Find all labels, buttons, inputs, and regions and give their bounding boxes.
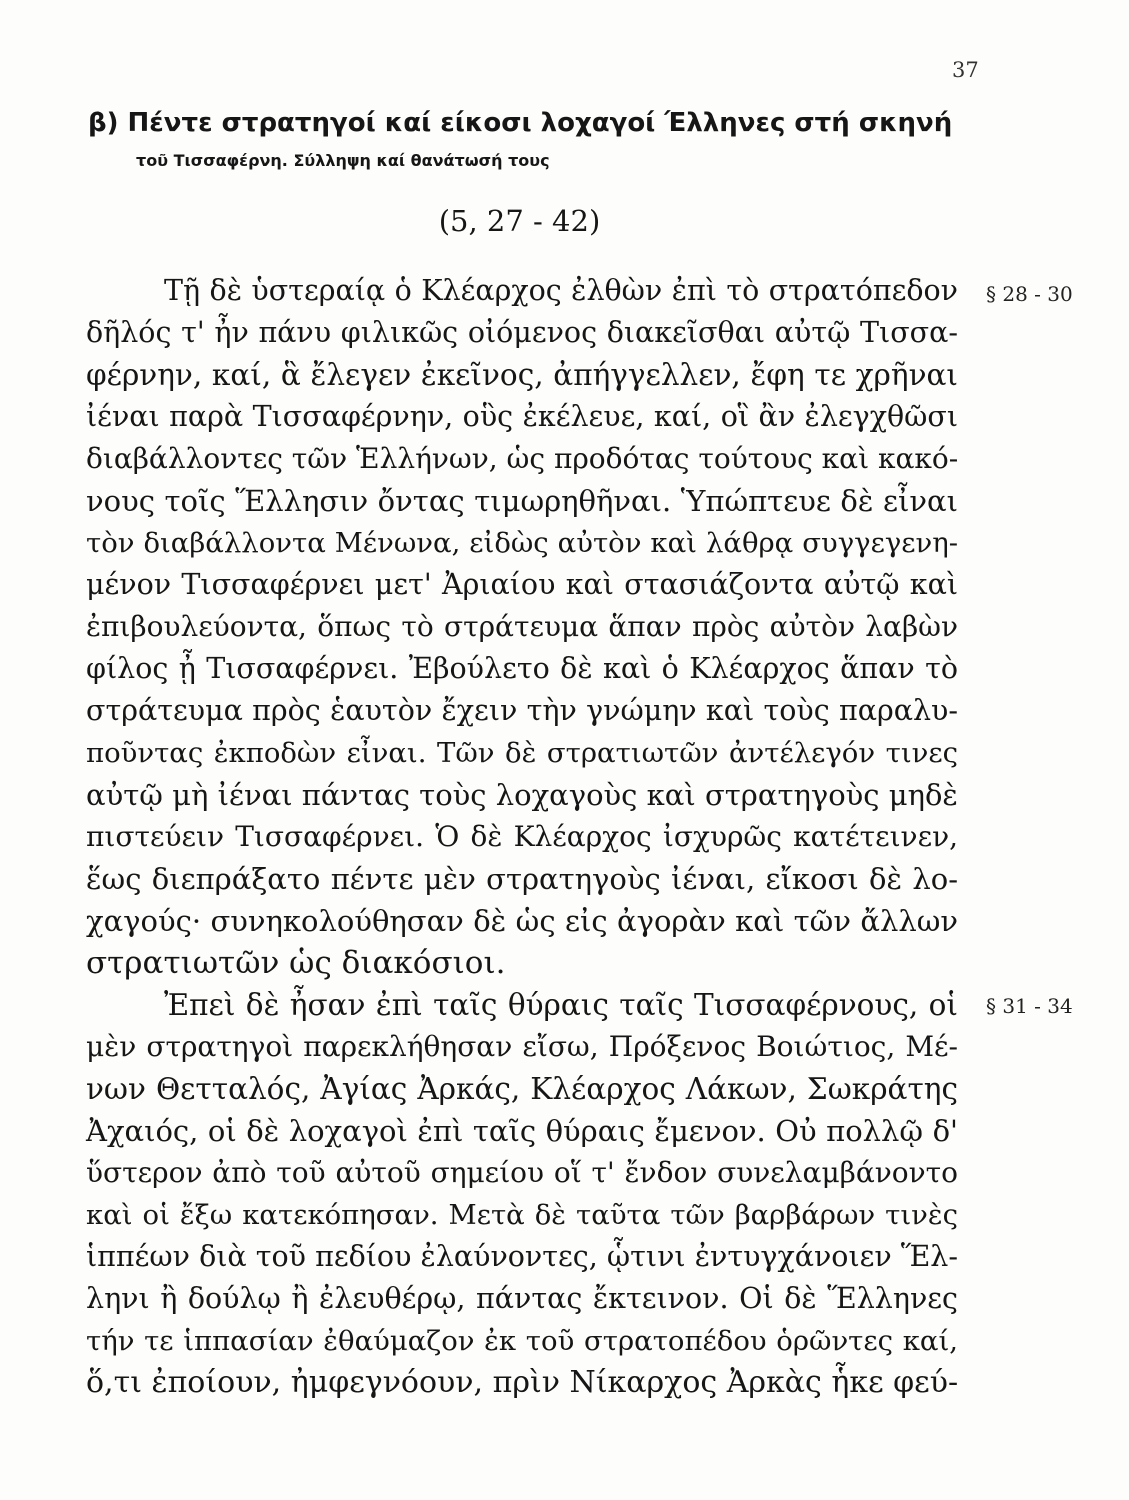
text-line: τὸν διαβάλλοντα Μένωνα, εἰδὼς αὐτὸν καὶ λάθρᾳ συγγεγενη-: [86, 527, 958, 559]
margin-reference: § 28 - 30: [986, 282, 1073, 306]
text-line: φέρνην, καί, ἃ ἔλεγεν ἐκεῖνος, ἀπήγγελλεν, ἔφη τε χρῆναι: [86, 358, 958, 392]
text-line: στρατιωτῶν ὡς διακόσιοι.: [86, 945, 506, 981]
text-line: χαγούς· συνηκολούθησαν δὲ ὡς εἰς ἀγορὰν καὶ τῶν ἄλλων: [86, 904, 958, 938]
text-line: νους τοῖς Ἕλλησιν ὄντας τιμωρηθῆναι. Ὑπώπτευε δὲ εἶναι: [86, 484, 958, 518]
text-line: ἰέναι παρὰ Τισσαφέρνην, οὓς ἐκέλευε, καί, οἳ ἂν ἐλεγχθῶσι: [86, 400, 958, 433]
text-line: Ἐπεὶ δὲ ἦσαν ἐπὶ ταῖς θύραις ταῖς Τισσαφέρνους, οἱ: [164, 988, 958, 1022]
text-line: διαβάλλοντες τῶν Ἑλλήνων, ὡς προδότας τούτους καὶ κακό-: [86, 442, 959, 475]
text-line: καὶ οἱ ἔξω κατεκόπησαν. Μετὰ δὲ ταῦτα τῶν βαρβάρων τινὲς: [86, 1199, 958, 1231]
text-line: πιστεύειν Τισσαφέρνει. Ὁ δὲ Κλέαρχος ἰσχυρῶς κατέτεινεν,: [86, 820, 958, 853]
text-line: δῆλός τ' ἦν πάνυ φιλικῶς οἰόμενος διακεῖσθαι αὐτῷ Τισσα-: [86, 316, 958, 349]
text-line: νων Θετταλός, Ἀγίας Ἀρκάς, Κλέαρχος Λάκων, Σωκράτης: [86, 1072, 958, 1106]
text-line: ἱππέων διὰ τοῦ πεδίου ἐλαύνοντες, ᾧτινι ἐντυγχάνοιεν Ἕλ-: [86, 1240, 958, 1273]
paragraph-1: [86, 270, 958, 984]
text-line: φίλος ᾖ Τισσαφέρνει. Ἐβούλετο δὲ καὶ ὁ Κλέαρχος ἅπαν τὸ: [86, 652, 958, 685]
paragraph-2: [86, 984, 958, 1404]
text-line: μένον Τισσαφέρνει μετ' Ἀριαίου καὶ στασιάζοντα αὐτῷ καὶ: [86, 568, 958, 601]
text-line: αὐτῷ μὴ ἰέναι πάντας τοὺς λοχαγοὺς καὶ στρατηγοὺς μηδὲ: [86, 778, 958, 812]
text-line: ὕστερον ἀπὸ τοῦ αὐτοῦ σημείου οἵ τ' ἔνδον συνελαμβάνοντο: [86, 1156, 958, 1189]
text-line: Ἀχαιός, οἱ δὲ λοχαγοὶ ἐπὶ ταῖς θύραις ἔμενον. Οὐ πολλῷ δ': [86, 1114, 958, 1148]
text-line: Τῇ δὲ ὑστεραίᾳ ὁ Κλέαρχος ἐλθὼν ἐπὶ τὸ στρατόπεδον: [164, 274, 958, 307]
section-heading: [88, 104, 968, 180]
heading-line-1: β) Πέντε στρατηγοί καί είκοσι λοχαγοί Έλληνες στή σκηνή: [88, 108, 953, 138]
text-line: μὲν στρατηγοὶ παρεκλήθησαν εἴσω, Πρόξενος Βοιώτιος, Μέ-: [86, 1030, 958, 1063]
text-line: τήν τε ἱππασίαν ἐθαύμαζον ἐκ τοῦ στρατοπέδου ὁρῶντες καί,: [86, 1325, 958, 1357]
text-reference: (5, 27 - 42): [438, 204, 601, 238]
text-line: ὅ,τι ἐποίουν, ἠμφεγνόουν, πρὶν Νίκαρχος Ἀρκὰς ἧκε φεύ-: [86, 1365, 959, 1400]
text-line: ληνι ἢ δούλῳ ἢ ἐλευθέρῳ, πάντας ἔκτεινον. Οἱ δὲ Ἕλληνες: [86, 1282, 958, 1315]
heading-line-2: τοῦ Τισσαφέρνη. Σύλληψη καί θανάτωσή τους: [136, 151, 550, 170]
page-number: 37: [952, 58, 979, 82]
text-line: ἕως διεπράξατο πέντε μὲν στρατηγοὺς ἰέναι, εἴκοσι δὲ λο-: [86, 862, 958, 896]
text-line: ἐπιβουλεύοντα, ὅπως τὸ στράτευμα ἅπαν πρὸς αὐτὸν λαβὼν: [86, 610, 958, 643]
text-line: ποῦντας ἐκποδὼν εἶναι. Τῶν δὲ στρατιωτῶν ἀντέλεγόν τινες: [86, 737, 958, 769]
text-line: στράτευμα πρὸς ἑαυτὸν ἔχειν τὴν γνώμην καὶ τοὺς παραλυ-: [86, 694, 958, 727]
margin-reference: § 31 - 34: [986, 994, 1073, 1018]
